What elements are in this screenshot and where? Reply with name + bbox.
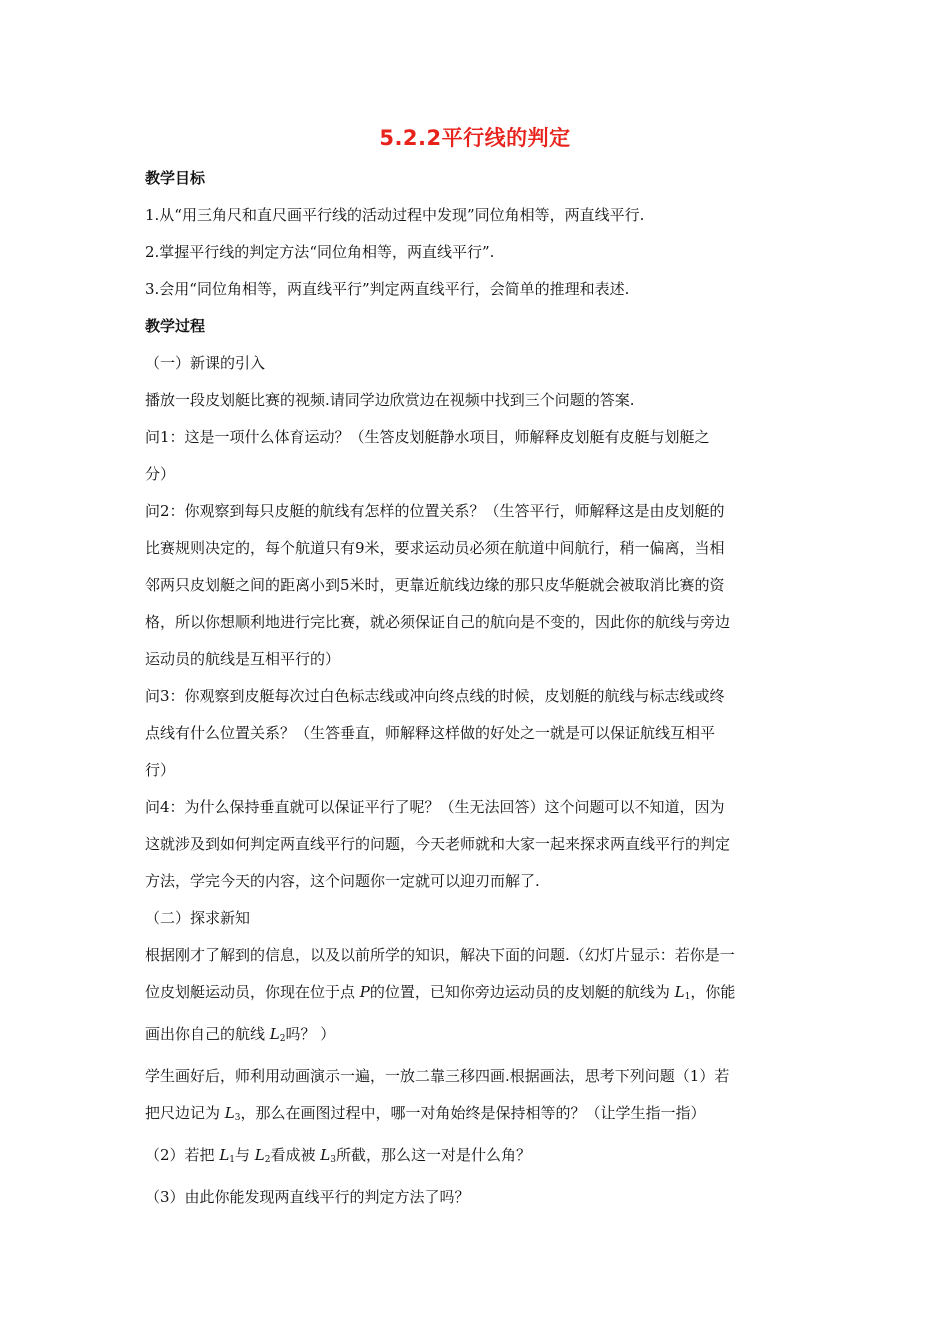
text-line: 问1：这是一项什么体育运动？（生答皮划艇静水项目，师解释皮划艇有皮艇与划艇之	[145, 428, 710, 446]
subscript: 3	[234, 1113, 241, 1123]
text-line: 1.从“用三角尺和直尺画平行线的活动过程中发现”同位角相等，两直线平行.	[145, 206, 645, 224]
text-run: 位皮划艇运动员，你现在位于点	[145, 983, 360, 1001]
text-run: 画出你自己的航线	[145, 1025, 270, 1043]
text-line: 这就涉及到如何判定两直线平行的问题，今天老师就和大家一起来探求两直线平行的判定	[145, 835, 731, 853]
text-line: 问3：你观察到皮艇每次过白色标志线或冲向终点线的时候，皮划艇的航线与标志线或终	[145, 687, 725, 705]
text-run: 的位置，已知你旁边运动员的皮划艇的航线为	[369, 983, 675, 1001]
section-heading: 教学过程	[145, 317, 206, 335]
text-line: 播放一段皮划艇比赛的视频.请同学边欣赏边在视频中找到三个问题的答案.	[145, 391, 635, 409]
math-variable: L	[674, 983, 685, 1001]
text-line: 分）	[145, 465, 176, 483]
text-run: 把尺边记为	[145, 1104, 225, 1122]
subscript: 3	[330, 1155, 336, 1165]
text-line: 问2：你观察到每只皮艇的航线有怎样的位置关系？（生答平行，师解释这是由皮划艇的	[145, 502, 725, 520]
text-line: 问4：为什么保持垂直就可以保证平行了呢？（生无法回答）这个问题可以不知道，因为	[145, 798, 725, 816]
document-body	[145, 160, 813, 1216]
subscript: 2	[279, 1034, 286, 1044]
text-run: （2）若把	[145, 1146, 220, 1164]
document-title: 5.2.2平行线的判定	[379, 126, 571, 150]
math-variable: L	[320, 1146, 331, 1164]
text-run: 与	[235, 1146, 255, 1164]
math-variable: L	[269, 1025, 280, 1043]
text-line: （一）新课的引入	[145, 354, 266, 372]
text-run: 所截，那么这一对是什么角？	[335, 1146, 531, 1164]
text-line: 根据刚才了解到的信息，以及以前所学的知识，解决下面的问题.（幻灯片显示：若你是一	[145, 946, 735, 964]
text-line: （3）由此你能发现两直线平行的判定方法了吗？	[145, 1188, 470, 1206]
section-heading: 教学目标	[145, 169, 206, 187]
text-line: 格，所以你想顺利地进行完比赛，就必须保证自己的航向是不变的，因此你的航线与旁边	[145, 613, 731, 631]
text-line: 点线有什么位置关系？（生答垂直，师解释这样做的好处之一就是可以保证航线互相平	[145, 724, 716, 742]
text-run: 看成被	[270, 1146, 321, 1164]
text-run: 吗？ ）	[285, 1025, 336, 1043]
text-line: 邻两只皮划艇之间的距离小到5米时，更靠近航线边缘的那只皮华艇就会被取消比赛的资	[145, 576, 725, 594]
subscript: 1	[684, 992, 691, 1002]
subscript: 1	[229, 1155, 236, 1165]
text-line	[145, 1095, 813, 1137]
math-variable: L	[224, 1104, 235, 1122]
subscript: 2	[264, 1155, 271, 1165]
text-line: 2.掌握平行线的判定方法“同位角相等，两直线平行”.	[145, 243, 495, 261]
text-line: 方法，学完今天的内容，这个问题你一定就可以迎刃而解了.	[145, 872, 540, 890]
math-variable: P	[359, 983, 370, 1001]
text-run: ，你能	[690, 983, 736, 1001]
text-line	[145, 1016, 813, 1058]
math-variable: L	[254, 1146, 265, 1164]
text-line: 3.会用“同位角相等，两直线平行”判定两直线平行，会简单的推理和表述.	[145, 280, 630, 298]
text-line	[145, 1137, 813, 1179]
text-line: 比赛规则决定的，每个航道只有9米，要求运动员必须在航道中间航行，稍一偏离，当相	[145, 539, 725, 557]
text-run: ，那么在画图过程中，哪一对角始终是保持相等的？（让学生指一指）	[240, 1104, 706, 1122]
text-line: 行）	[145, 761, 176, 779]
text-line	[145, 974, 813, 1016]
math-variable: L	[219, 1146, 230, 1164]
text-line: 学生画好后，师利用动画演示一遍，一放二靠三移四画.根据画法，思考下列问题（1）若	[145, 1067, 730, 1085]
text-line: （二）探求新知	[145, 909, 251, 927]
text-line: 运动员的航线是互相平行的）	[145, 650, 341, 668]
